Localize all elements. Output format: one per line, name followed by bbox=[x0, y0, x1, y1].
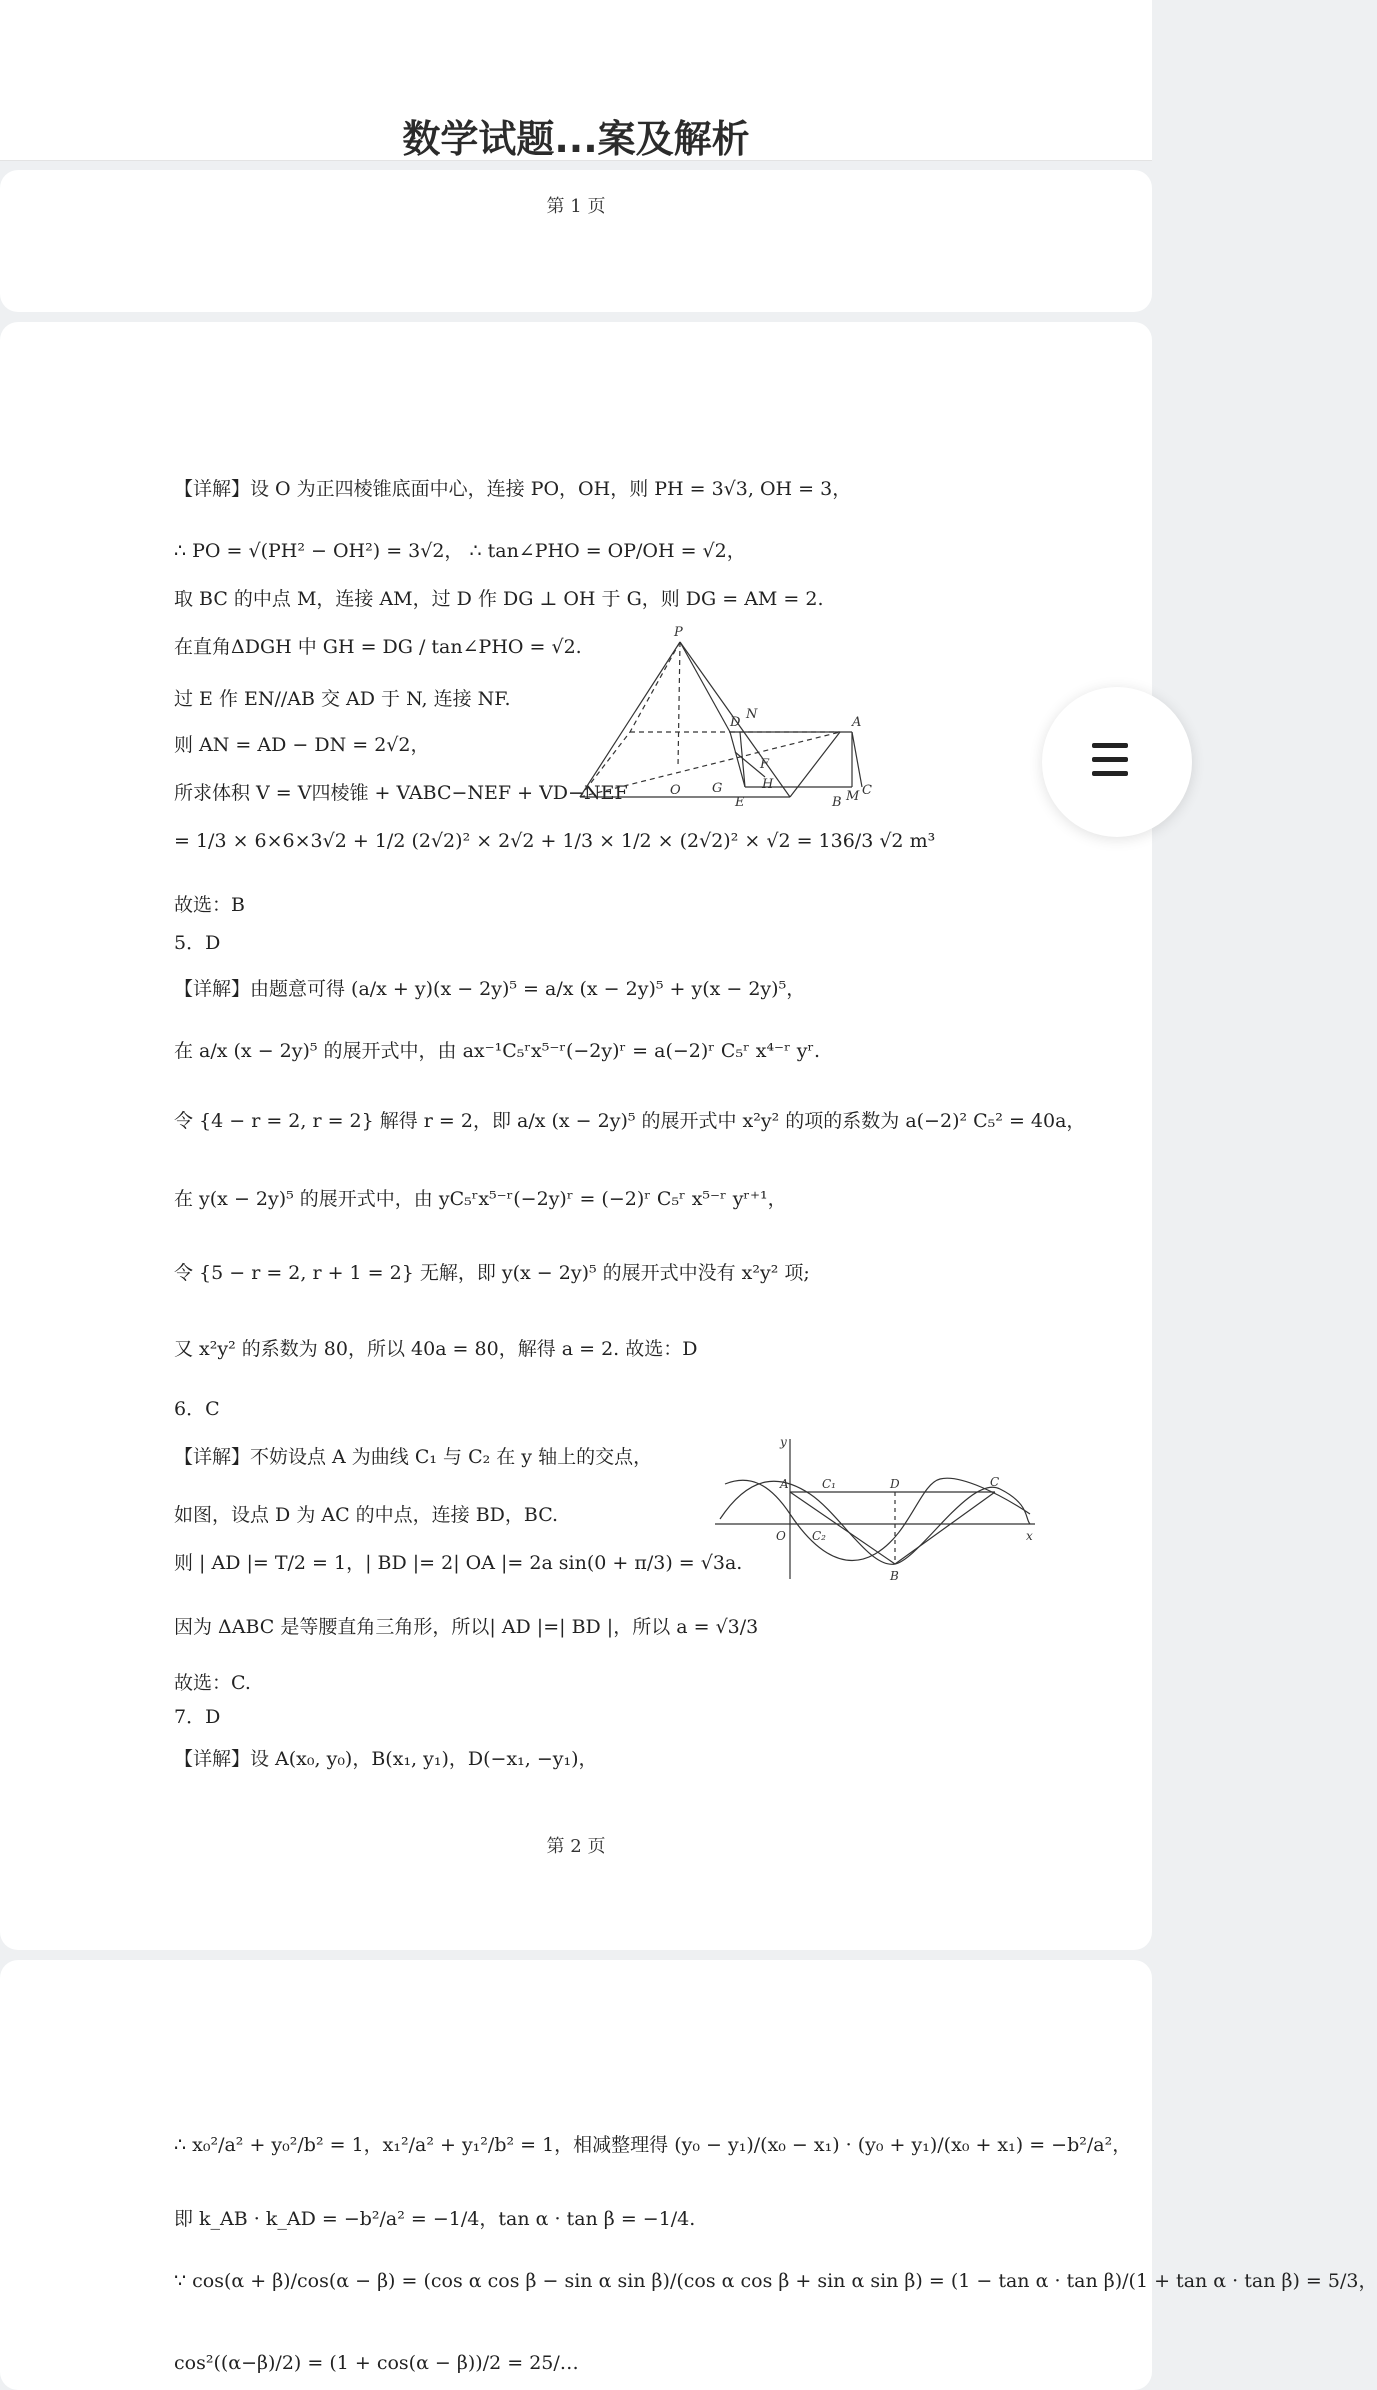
text-line: ∵ cos(α + β)/cos(α − β) = (cos α cos β − sin α sin β)/(cos α cos β + sin α sin β) = (1 − tan α · tan β)/(1 + tan α · tan β) = 5/3， bbox=[174, 2270, 1377, 2292]
svg-text:D: D bbox=[890, 1477, 900, 1491]
svg-text:B: B bbox=[890, 1569, 899, 1583]
text-line: ∴ PO = √(PH² − OH²) = 3√2， ∴ tan∠PHO = OP/OH = √2， bbox=[174, 540, 746, 562]
text-line: 【详解】不妨设点 A 为曲线 C₁ 与 C₂ 在 y 轴上的交点， bbox=[174, 1446, 653, 1468]
page-2 bbox=[0, 322, 1152, 1950]
text-line: 在直角ΔDGH 中 GH = DG / tan∠PHO = √2. bbox=[174, 636, 582, 658]
question-number: 7．D bbox=[174, 1706, 221, 1728]
text-line: 取 BC 的中点 M，连接 AM，过 D 作 DG ⊥ OH 于 G，则 DG = AM = 2. bbox=[174, 588, 824, 610]
text-line: 又 x²y² 的系数为 80，所以 40a = 80，解得 a = 2. 故选：D bbox=[174, 1338, 698, 1360]
text-line: ∴ x₀²/a² + y₀²/b² = 1，x₁²/a² + y₁²/b² = 1，相减整理得 (y₀ − y₁)/(x₀ − x₁) · (y₀ + y₁)/(x₀ + x₁) = −b²/a²， bbox=[174, 2134, 1132, 2156]
sine-wave-figure bbox=[710, 1434, 1040, 1584]
text-line: cos²((α−β)/2) = (1 + cos(α − β))/2 = 25/… bbox=[174, 2352, 579, 2374]
text-line: 【详解】由题意可得 (a/x + y)(x − 2y)⁵ = a/x (x − 2y)⁵ + y(x − 2y)⁵， bbox=[174, 978, 806, 1000]
svg-text:H: H bbox=[762, 777, 774, 792]
text-line: 则 AN = AD − DN = 2√2， bbox=[174, 734, 430, 756]
svg-text:O: O bbox=[670, 783, 681, 798]
text-line: 所求体积 V = V四棱锥 + VABC−NEF + VD−NEF bbox=[174, 782, 628, 804]
svg-text:y: y bbox=[780, 1435, 787, 1449]
text-line: 过 E 作 EN//AB 交 AD 于 N, 连接 NF. bbox=[174, 688, 511, 710]
text-line: 令 {4 − r = 2, r = 2} 解得 r = 2，即 a/x (x − 2y)⁵ 的展开式中 x²y² 的项的系数为 a(−2)² C₅² = 40a， bbox=[174, 1110, 1086, 1132]
page-number: 第 2 页 bbox=[546, 1836, 606, 1857]
svg-text:P: P bbox=[674, 625, 683, 640]
page-number: 第 1 页 bbox=[546, 196, 606, 217]
pyramid-figure bbox=[570, 622, 890, 812]
svg-text:F: F bbox=[760, 757, 770, 772]
document-title: 数学试题...案及解析 bbox=[402, 117, 750, 161]
hamburger-menu-icon bbox=[1092, 743, 1128, 785]
menu-button[interactable] bbox=[1042, 687, 1192, 837]
text-line: 在 a/x (x − 2y)⁵ 的展开式中，由 ax⁻¹C₅ʳx⁵⁻ʳ(−2y)ʳ = a(−2)ʳ C₅ʳ x⁴⁻ʳ yʳ. bbox=[174, 1040, 821, 1062]
text-line: 在 y(x − 2y)⁵ 的展开式中，由 yC₅ʳx⁵⁻ʳ(−2y)ʳ = (−2)ʳ C₅ʳ x⁵⁻ʳ yʳ⁺¹， bbox=[174, 1188, 787, 1210]
svg-text:A: A bbox=[852, 715, 862, 730]
question-number: 5．D bbox=[174, 932, 221, 954]
svg-text:B: B bbox=[832, 795, 842, 810]
text-line: = 1/3 × 6×6×3√2 + 1/2 (2√2)² × 2√2 + 1/3 × 1/2 × (2√2)² × √2 = 136/3 √2 m³ bbox=[174, 830, 936, 852]
text-line: 则 | AD |= T/2 = 1，| BD |= 2| OA |= 2a sin(0 + π/3) = √3a. bbox=[174, 1552, 743, 1574]
svg-text:D: D bbox=[730, 715, 741, 730]
svg-text:C₁: C₁ bbox=[822, 1477, 836, 1491]
page-3 bbox=[0, 1960, 1377, 2390]
svg-text:O: O bbox=[776, 1529, 786, 1543]
text-line: 令 {5 − r = 2, r + 1 = 2} 无解，即 y(x − 2y)⁵ 的展开式中没有 x²y² 项; bbox=[174, 1262, 810, 1284]
svg-text:A: A bbox=[780, 1477, 789, 1491]
document-header bbox=[0, 0, 1152, 161]
text-line: 因为 ΔABC 是等腰直角三角形，所以| AD |=| BD |，所以 a = √3/3 bbox=[174, 1616, 759, 1638]
svg-text:C₂: C₂ bbox=[812, 1529, 826, 1543]
svg-text:N: N bbox=[746, 707, 758, 722]
text-line: 【详解】设 A(x₀, y₀)，B(x₁, y₁)，D(−x₁, −y₁)， bbox=[174, 1748, 598, 1770]
text-line: 即 k_AB · k_AD = −b²/a² = −1/4，tan α · tan β = −1/4. bbox=[174, 2208, 696, 2230]
svg-text:C: C bbox=[862, 783, 872, 798]
svg-text:G: G bbox=[712, 781, 723, 796]
svg-text:x: x bbox=[1026, 1529, 1033, 1543]
page-1 bbox=[0, 170, 1152, 312]
question-number: 6．C bbox=[174, 1398, 220, 1420]
text-line: 故选：B bbox=[174, 894, 245, 916]
text-line: 如图，设点 D 为 AC 的中点，连接 BD，BC. bbox=[174, 1504, 559, 1526]
svg-text:C: C bbox=[990, 1475, 1000, 1489]
text-line: 【详解】设 O 为正四棱锥底面中心，连接 PO，OH，则 PH = 3√3, OH = 3， bbox=[174, 478, 852, 500]
svg-text:M: M bbox=[846, 789, 860, 804]
svg-text:E: E bbox=[735, 795, 745, 810]
text-line: 故选：C. bbox=[174, 1672, 251, 1694]
